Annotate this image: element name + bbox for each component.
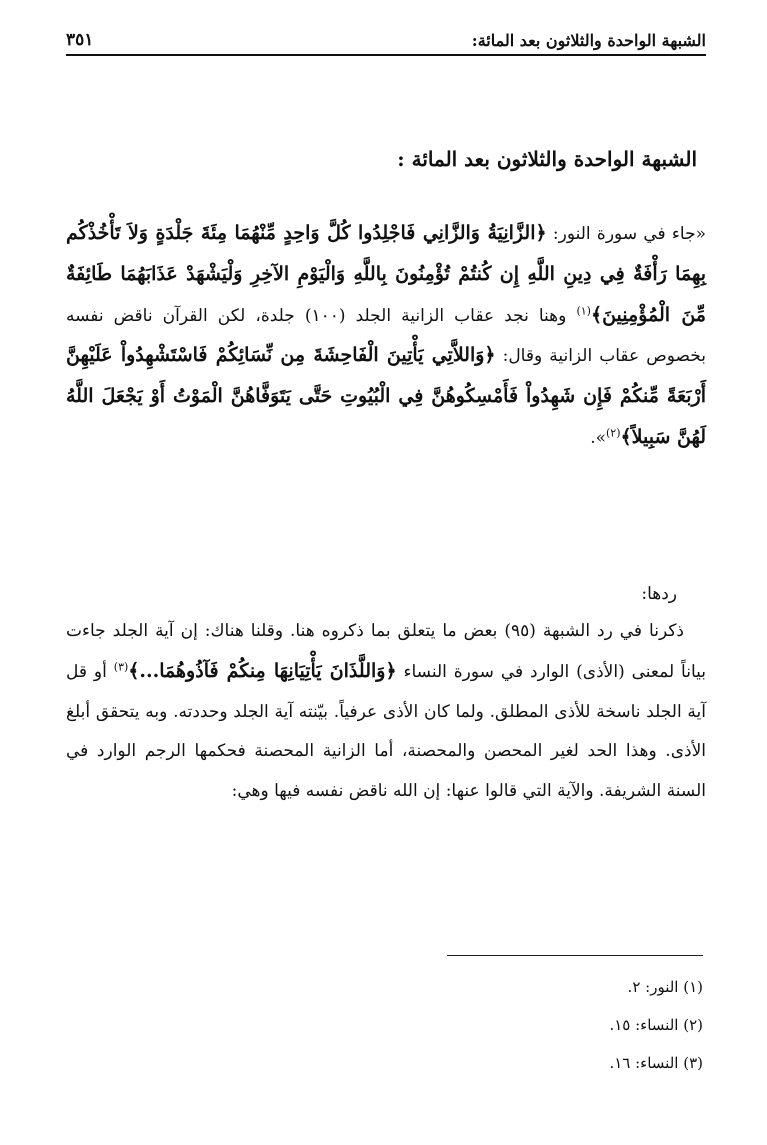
footnote-divider: [447, 955, 703, 956]
quran-quote-nur: ﴿الزَّانِيَةُ وَالزَّانِي فَاجْلِدُوا كُلَّ وَاحِدٍ مِّنْهُمَا مِئَةَ جَلْدَةٍ وَلاَ تَأْخُذْكُم بِهِمَا رَأْفَةٌ فِي دِينِ اللَّهِ إِن كُنتُمْ تُؤْمِنُونَ بِاللَّهِ وَالْيَوْمِ الآخِرِ وَلْيَشْهَدْ عَذَابَهُمَا طَائِفَةٌ مِّنَ الْمُؤْمِنِينَ﴾: [66, 222, 706, 326]
footnotes: [609, 968, 703, 1082]
quran-quote-nisa-16: ﴿وَاللَّذَانَ يَأْتِيَانِهَا مِنكُمْ فَآذُوهُمَا...﴾: [128, 659, 397, 682]
reply-text-part2: أو قل آية الجلد ناسخة للأذى المطلق. ولما كان الأذى عرفياً. بيّنته آية الجلد وحددته. وبه يتحقق أبلغ الأذى. وهذا الحد لغير المحصن والمحصنة، أما الزانية المحصنة فحكمها الرجم الوارد في السنة الشريفة. والآية التي قالوا عنها: إن الله ناقض نفسه فيها وهي:: [66, 661, 706, 802]
paragraph-reply: [66, 612, 706, 812]
paragraph-doubt-text: [66, 214, 706, 459]
intro-text: «جاء في سورة النور:: [546, 224, 706, 244]
quran-quote-nisa-15: ﴿وَاللاَّتِي يَأْتِينَ الْفَاحِشَةَ مِن نِّسَائِكُمْ فَاسْتَشْهِدُواْ عَلَيْهِنَّ أَرْبَعَةً مِّنكُمْ فَإِن شَهِدُواْ فَأَمْسِكُوهُنَّ فِي الْبُيُوتِ حَتَّى يَتَوَفَّاهُنَّ الْمَوْتُ أَوْ يَجْعَلَ اللَّهُ لَهُنَّ سَبِيلاً﴾: [66, 344, 706, 448]
footnote-ref-1: (١): [576, 303, 591, 317]
reply-text-part1: ذكرنا في رد الشبهة (٩٥) بعض ما يتعلق بما ذكروه هنا. وقلنا هناك: إن آية الجلد جاءت بياناً لمعنى (الأذى) الوارد في سورة النساء: [66, 621, 706, 682]
section-heading: الشبهة الواحدة والثلاثون بعد المائة :: [397, 147, 697, 171]
end-text: ».: [590, 427, 606, 448]
reply-label: ردها:: [641, 584, 677, 604]
page-header: [66, 26, 706, 56]
running-title: الشبهة الواحدة والثلاثون بعد المائة:: [471, 31, 706, 50]
middle-text: وهنا نجد عقاب الزانية الجلد (١٠٠) جلدة، لكن القرآن ناقض نفسه بخصوص عقاب الزانية وقال:: [66, 305, 706, 367]
footnote-1: (١) النور: ٢.: [627, 978, 703, 996]
footnote-2: (٢) النساء: ١٥.: [609, 1016, 703, 1034]
footnote-ref-2: (٢): [606, 426, 621, 440]
page-number: ٣٥١: [66, 30, 94, 50]
footnote-ref-3: (٣): [113, 660, 129, 674]
footnote-3: (٣) النساء: ١٦.: [609, 1054, 703, 1072]
